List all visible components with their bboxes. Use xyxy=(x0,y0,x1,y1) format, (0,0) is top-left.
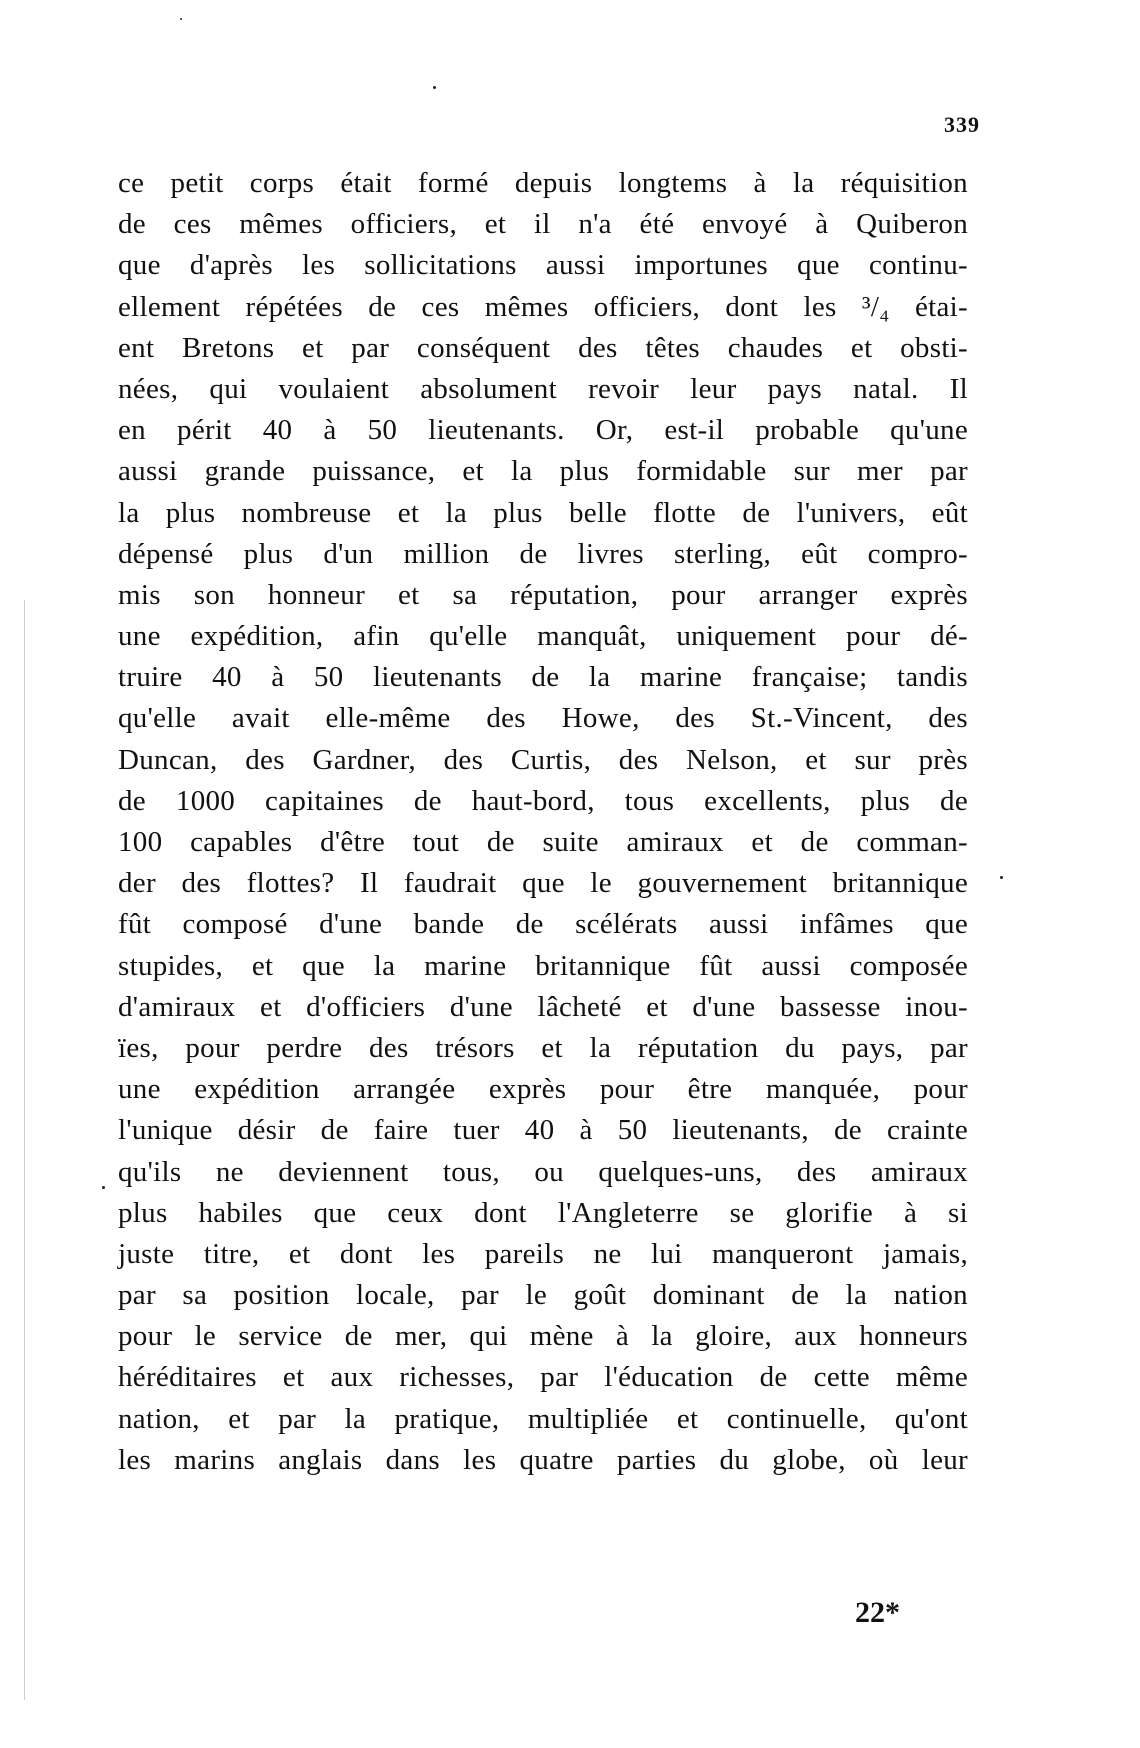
text-line: plus habiles que ceux dont l'Angleterre se glorifie à si xyxy=(118,1196,968,1229)
signature-mark: 22* xyxy=(855,1596,900,1629)
text-line: juste titre, et dont les pareils ne lui manqueront jamais, xyxy=(118,1237,968,1270)
text-line: ent Bretons et par conséquent des têtes chaudes et obsti- xyxy=(118,331,968,364)
text-line: aussi grande puissance, et la plus formidable sur mer par xyxy=(118,455,968,488)
text-line: ellement répétées de ces mêmes officiers, dont les ³/₄ étai- xyxy=(118,290,968,323)
text-line: héréditaires et aux richesses, par l'éducation de cette même xyxy=(118,1361,968,1394)
text-line: qu'elle avait elle-même des Howe, des St.-Vincent, des xyxy=(118,702,968,735)
text-line: dépensé plus d'un million de livres sterling, eût compro- xyxy=(118,537,968,570)
text-line: en périt 40 à 50 lieutenants. Or, est-il probable qu'une xyxy=(118,414,968,447)
text-line: de 1000 capitaines de haut-bord, tous excellents, plus de xyxy=(118,784,968,817)
text-line: que d'après les sollicitations aussi importunes que continu- xyxy=(118,249,968,282)
text-line: l'unique désir de faire tuer 40 à 50 lieutenants, de crainte xyxy=(118,1114,968,1147)
scan-speck xyxy=(180,18,182,20)
text-line: les marins anglais dans les quatre parties du globe, où leur xyxy=(118,1443,968,1476)
body-text xyxy=(118,163,968,1481)
text-line: fût composé d'une bande de scélérats aussi infâmes que xyxy=(118,908,968,941)
scan-speck xyxy=(1000,876,1003,879)
text-line: par sa position locale, par le goût dominant de la nation xyxy=(118,1279,968,1312)
text-line: une expédition arrangée exprès pour être manquée, pour xyxy=(118,1073,968,1106)
text-line: d'amiraux et d'officiers d'une lâcheté et d'une bassesse inou- xyxy=(118,990,968,1023)
text-line: pour le service de mer, qui mène à la gloire, aux honneurs xyxy=(118,1320,968,1353)
text-line: Duncan, des Gardner, des Curtis, des Nelson, et sur près xyxy=(118,743,968,776)
scan-speck xyxy=(433,86,436,89)
text-line: der des flottes? Il faudrait que le gouvernement britannique xyxy=(118,867,968,900)
text-line: nation, et par la pratique, multipliée et continuelle, qu'ont xyxy=(118,1402,968,1435)
text-line: nées, qui voulaient absolument revoir leur pays natal. Il xyxy=(118,372,968,405)
text-line: ce petit corps était formé depuis longtems à la réquisition xyxy=(118,167,968,199)
text-line: la plus nombreuse et la plus belle flotte de l'univers, eût xyxy=(118,496,968,529)
text-line: 100 capables d'être tout de suite amiraux et de comman- xyxy=(118,826,968,858)
text-line: truire 40 à 50 lieutenants de la marine française; tandis xyxy=(118,661,968,694)
text-line: mis son honneur et sa réputation, pour arranger exprès xyxy=(118,578,968,611)
text-line: qu'ils ne deviennent tous, ou quelques-uns, des amiraux xyxy=(118,1155,968,1188)
text-line: stupides, et que la marine britannique fût aussi composée xyxy=(118,949,968,982)
text-line: de ces mêmes officiers, et il n'a été envoyé à Quiberon xyxy=(118,208,968,241)
scan-speck xyxy=(102,1186,105,1189)
text-line: une expédition, afin qu'elle manquât, uniquement pour dé- xyxy=(118,620,968,653)
scan-margin-line xyxy=(24,600,25,1700)
page-number: 339 xyxy=(944,112,980,137)
text-line: ïes, pour perdre des trésors et la réputation du pays, par xyxy=(118,1031,968,1064)
